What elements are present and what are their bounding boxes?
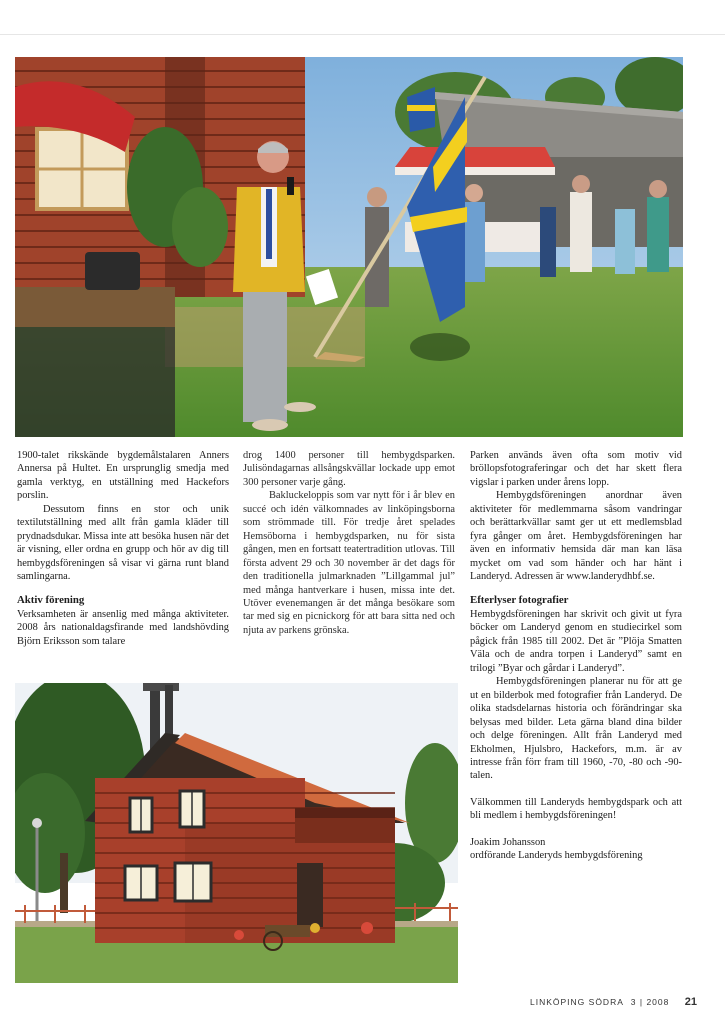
page-number: 21 xyxy=(684,996,697,1008)
paragraph: Hembygdsföreningen planerar nu för att ge ut en bilderbok med fotografier från Landeryd. De olika stadsdelarnas historia och förändringar ska belysas med bilder. Leta gärna bland dina bilder och delge föreningen. Allt från Landeryd med Ekholmen, Hjulsbro, Hackefors, m.m. är av intresse från förr fram till 1960, -70, -80 och -90-talen. xyxy=(470,676,682,782)
article-column-right xyxy=(470,449,682,863)
page-footer xyxy=(530,996,697,1008)
paragraph: Hembygdsföreningen har skrivit och givit ut fyra böcker om Landeryd genom en studiecirkel som pågick från 1985 till 2002. Det är ”Plöja Smatten Väla och de andra torpen i Landeryd” samt en trilogi ”Byar och gårdar i Landeryd”. xyxy=(470,608,682,674)
paragraph: Dessutom finns en stor och unik textilutställning med allt från gamla kläder till prydnadsdukar. Missa inte att besöka husen när det är visning, eller ordna en grupp och hör av dig till hembygdsföreningen så visar vi gärna runt bland samlingarna. xyxy=(17,503,229,583)
signature-name: Joakim Johansson xyxy=(470,836,546,848)
article-column-middle xyxy=(243,449,455,637)
paragraph: Bakluckeloppis som var nytt för i år blev en succé och idén välkomnades av linköpingsborna som strömmade till. För tredje året spelades Hemsöborna i hembygdsparken, nu för sista gången, men en fortsatt teatertradition utlovas. Till första advent 29 och 30 november är det dags för den traditionella julmarknaden ”Lillgammal jul” med många hantverkare i husen, missa inte det. Utöver evenemangen är det många besökare som tar med sig en picnickorg för att bara sitta ned och njuta av parkens grönska. xyxy=(243,490,455,636)
paragraph: Verksamheten är ansenlig med många aktiviteter. 2008 års nationaldagsfirande med landshövding Björn Eriksson som talare xyxy=(17,608,229,647)
article-column-left xyxy=(17,449,229,648)
photo-red-log-house xyxy=(15,683,458,983)
section-heading: Efterlyser fotografier xyxy=(470,593,569,606)
signature-title: ordförande Landeryds hembygdsförening xyxy=(470,850,643,862)
page-top-rule xyxy=(0,34,725,35)
photo-national-day-speaker xyxy=(15,57,683,437)
paragraph: Hembygdsföreningen anordnar även aktiviteter för medlemmarna såsom vandringar och berättarkvällar samt ger ut ett medlemsblad fyra gånger om året. Hembygdsföreningen har även en informativ hemsida där man kan läsa mycket om vad som händer och har hänt i Landeryd. Adressen är www.landerydhbf.se. xyxy=(470,490,682,583)
section-heading: Aktiv förening xyxy=(17,593,85,606)
paragraph: Parken används även ofta som motiv vid bröllopsfotograferingar och det har skett flera vigslar i parken under årens lopp. xyxy=(470,450,682,488)
issue-number: 3 | 2008 xyxy=(630,997,670,1007)
closing-paragraph: Välkommen till Landeryds hembygdspark och att bli medlem i hembygdsföreningen! xyxy=(470,796,682,822)
paragraph: 1900-talet rikskände bygdemålstalaren Anners Annersa på Hultet. En ursprunglig smedja med gamla verktyg, en utställning med Hackefors porslin. xyxy=(17,450,229,502)
paragraph: drog 1400 personer till hembygdsparken. Julisöndagarnas allsångskvällar lockade upp emot 300 personer varje gång. xyxy=(243,450,455,488)
magazine-name: LINKÖPING SÖDRA xyxy=(530,997,624,1007)
